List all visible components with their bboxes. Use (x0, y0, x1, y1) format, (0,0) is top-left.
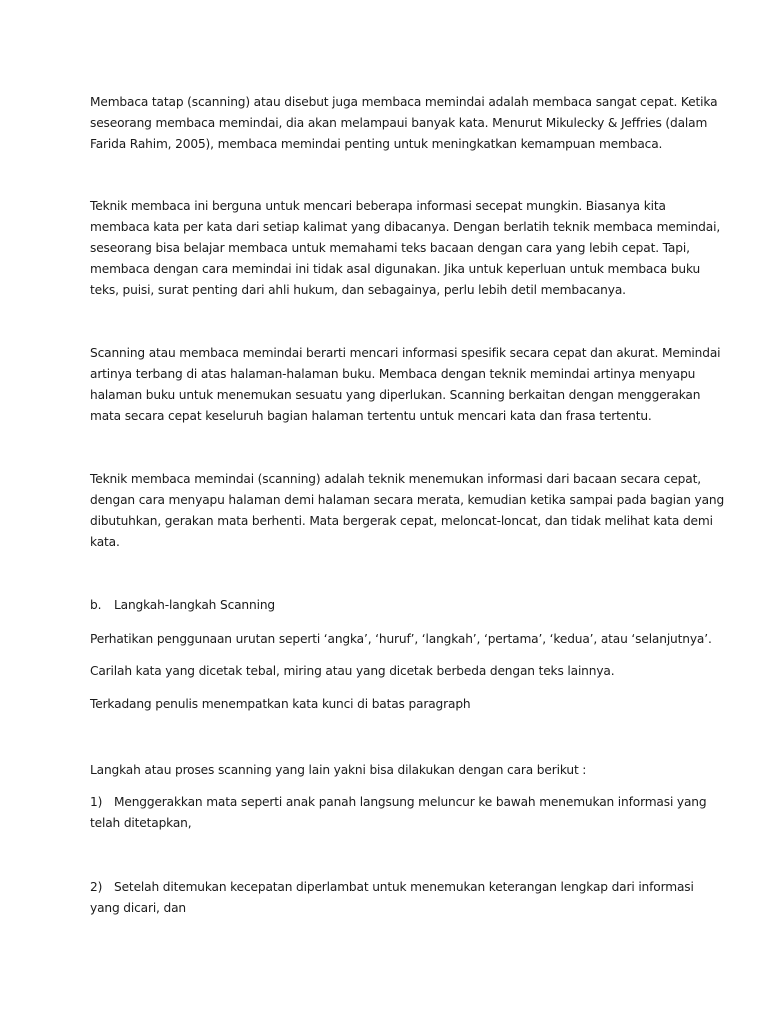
paragraph-line: kata. (90, 535, 120, 549)
paragraph-line: seseorang membaca memindai, dia akan melampaui banyak kata. Menurut Mikulecky & Jeffries (dalam (90, 116, 708, 130)
paragraph-2 (90, 196, 721, 301)
step-text: Menggerakkan mata seperti anak panah langsung meluncur ke bawah menemukan informasi yang (114, 795, 707, 809)
steps-intro-text: Langkah atau proses scanning yang lain yakni bisa dilakukan dengan cara berikut : (90, 763, 587, 777)
paragraph-line: seseorang bisa belajar membaca untuk memahami teks bacaan dengan cara yang lebih cepat. Tapi, (90, 241, 690, 255)
paragraph-line: dengan cara menyapu halaman demi halaman secara merata, kemudian ketika sampai pada bagian yang (90, 493, 725, 507)
step-text: telah ditetapkan, (90, 816, 192, 830)
tip-text: Terkadang penulis menempatkan kata kunci di batas paragraph (90, 697, 471, 711)
section-title: Langkah-langkah Scanning (114, 598, 275, 612)
paragraph-line: Teknik membaca memindai (scanning) adalah teknik menemukan informasi dari bacaan secara cepat, (90, 472, 701, 486)
step-2 (90, 877, 694, 919)
step-text: Setelah ditemukan kecepatan diperlambat untuk menemukan keterangan lengkap dari informasi (114, 880, 694, 894)
section-heading (90, 595, 690, 616)
tip-1 (90, 629, 712, 650)
paragraph-line: membaca kata per kata dari setiap kalimat yang dibacanya. Dengan berlatih teknik membaca memindai, (90, 220, 721, 234)
paragraph-line: mata secara cepat keseluruh bagian halaman tertentu untuk mencari kata dan frasa tertentu. (90, 409, 652, 423)
paragraph-line: Farida Rahim, 2005), membaca memindai penting untuk meningkatkan kemampuan membaca. (90, 137, 663, 151)
paragraph-line: Membaca tatap (scanning) atau disebut juga membaca memindai adalah membaca sangat cepat. Ketika (90, 95, 718, 109)
paragraph-line: dibutuhkan, gerakan mata berhenti. Mata bergerak cepat, meloncat-loncat, dan tidak melihat kata demi (90, 514, 713, 528)
paragraph-1 (90, 92, 718, 155)
step-1 (90, 792, 707, 834)
step-text: yang dicari, dan (90, 901, 186, 915)
tip-text: Perhatikan penggunaan urutan seperti ‘angka’, ‘huruf’, ‘langkah’, ‘pertama’, ‘kedua’, atau ‘selanjutnya’. (90, 632, 712, 646)
section-marker: b. (90, 598, 102, 612)
step-number: 2) (90, 880, 103, 894)
paragraph-line: halaman buku untuk menemukan sesuatu yang diperlukan. Scanning berkaitan dengan menggerakan (90, 388, 701, 402)
paragraph-line: membaca dengan cara memindai ini tidak asal digunakan. Jika untuk keperluan untuk membaca buku (90, 262, 701, 276)
paragraph-line: artinya terbang di atas halaman-halaman buku. Membaca dengan teknik memindai artinya menyapu (90, 367, 696, 381)
paragraph-3 (90, 343, 721, 427)
paragraph-4 (90, 469, 725, 553)
paragraph-line: teks, puisi, surat penting dari ahli hukum, dan sebagainya, perlu lebih detil membacanya. (90, 283, 626, 297)
paragraph-line: Scanning atau membaca memindai berarti mencari informasi spesifik secara cepat dan akurat. Memindai (90, 346, 721, 360)
step-number: 1) (90, 795, 103, 809)
paragraph-line: Teknik membaca ini berguna untuk mencari beberapa informasi secepat mungkin. Biasanya kita (90, 199, 666, 213)
tip-2 (90, 661, 690, 682)
tip-text: Carilah kata yang dicetak tebal, miring atau yang dicetak berbeda dengan teks lainnya. (90, 664, 615, 678)
steps-intro (90, 760, 690, 781)
tip-3 (90, 694, 690, 715)
